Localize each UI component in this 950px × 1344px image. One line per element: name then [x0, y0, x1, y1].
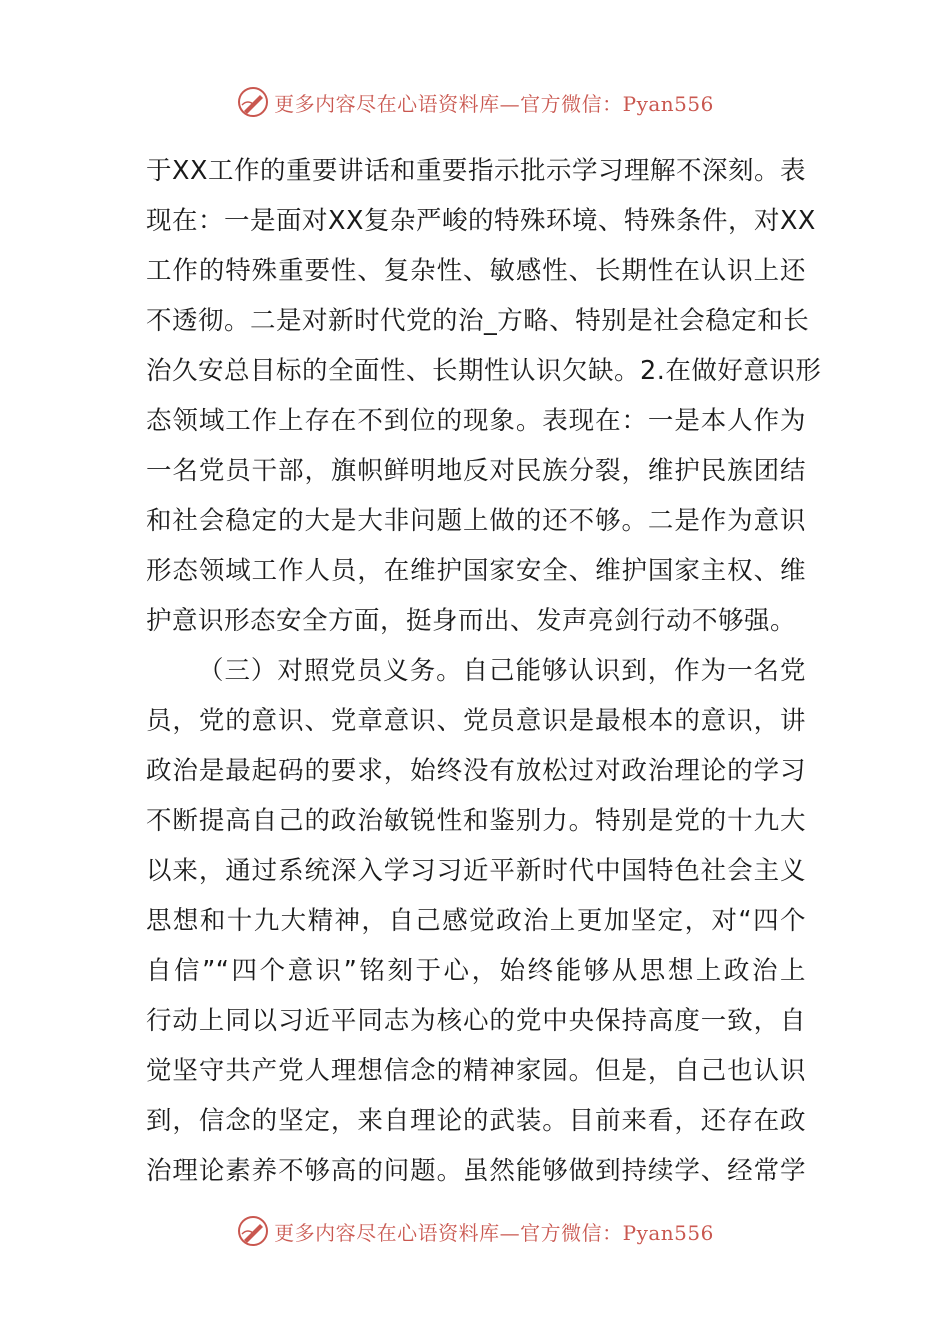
text-line: 政治是最起码的要求，始终没有放松过对政治理论的学习 — [146, 756, 806, 786]
text-line: 以来，通过系统深入学习习近平新时代中国特色社会主义 — [146, 856, 806, 886]
pen-logo-icon — [236, 85, 270, 119]
text-line: 治久安总目标的全面性、长期性认识欠缺。2.在做好意识形 — [146, 356, 822, 386]
text-line: 自信”“四个意识”铭刻于心，始终能够从思想上政治上 — [146, 956, 806, 986]
header-banner — [0, 82, 950, 122]
text-line: 行动上同以习近平同志为核心的党中央保持高度一致，自 — [146, 1006, 806, 1036]
text-line: 现在：一是面对XX复杂严峻的特殊环境、特殊条件，对XX — [146, 206, 816, 236]
pen-logo-icon — [236, 1214, 270, 1248]
text-line: 护意识形态安全方面，挺身而出、发声亮剑行动不够强。 — [146, 606, 797, 636]
document-body — [146, 146, 822, 1196]
paragraph-start-line: （三）对照党员义务。自己能够认识到，作为一名党 — [198, 656, 806, 686]
text-line: 一名党员干部，旗帜鲜明地反对民族分裂，维护民族团结 — [146, 456, 806, 486]
text-line: 不透彻。二是对新时代党的治_方略、特别是社会稳定和长 — [146, 306, 810, 336]
header-banner-text: 更多内容尽在心语资料库—官方微信：Pyan556 — [274, 91, 714, 116]
text-line: 员，党的意识、党章意识、党员意识是最根本的意识，讲 — [146, 706, 806, 736]
text-line: 觉坚守共产党人理想信念的精神家园。但是，自己也认识 — [146, 1056, 806, 1086]
text-line: 不断提高自己的政治敏锐性和鉴别力。特别是党的十九大 — [146, 806, 806, 836]
text-line: 思想和十九大精神，自己感觉政治上更加坚定，对“四个 — [146, 906, 806, 936]
text-line: 形态领域工作人员，在维护国家安全、维护国家主权、维 — [146, 556, 806, 586]
footer-banner-text: 更多内容尽在心语资料库—官方微信：Pyan556 — [274, 1220, 714, 1245]
text-line: 态领域工作上存在不到位的现象。表现在：一是本人作为 — [146, 406, 806, 436]
footer-banner — [0, 1211, 950, 1251]
text-line: 治理论素养不够高的问题。虽然能够做到持续学、经常学 — [146, 1156, 806, 1186]
text-line: 到，信念的坚定，来自理论的武装。目前来看，还存在政 — [146, 1106, 806, 1136]
text-line: 工作的特殊重要性、复杂性、敏感性、长期性在认识上还 — [146, 256, 806, 286]
text-line: 于XX工作的重要讲话和重要指示批示学习理解不深刻。表 — [146, 156, 806, 186]
text-line: 和社会稳定的大是大非问题上做的还不够。二是作为意识 — [146, 506, 806, 536]
